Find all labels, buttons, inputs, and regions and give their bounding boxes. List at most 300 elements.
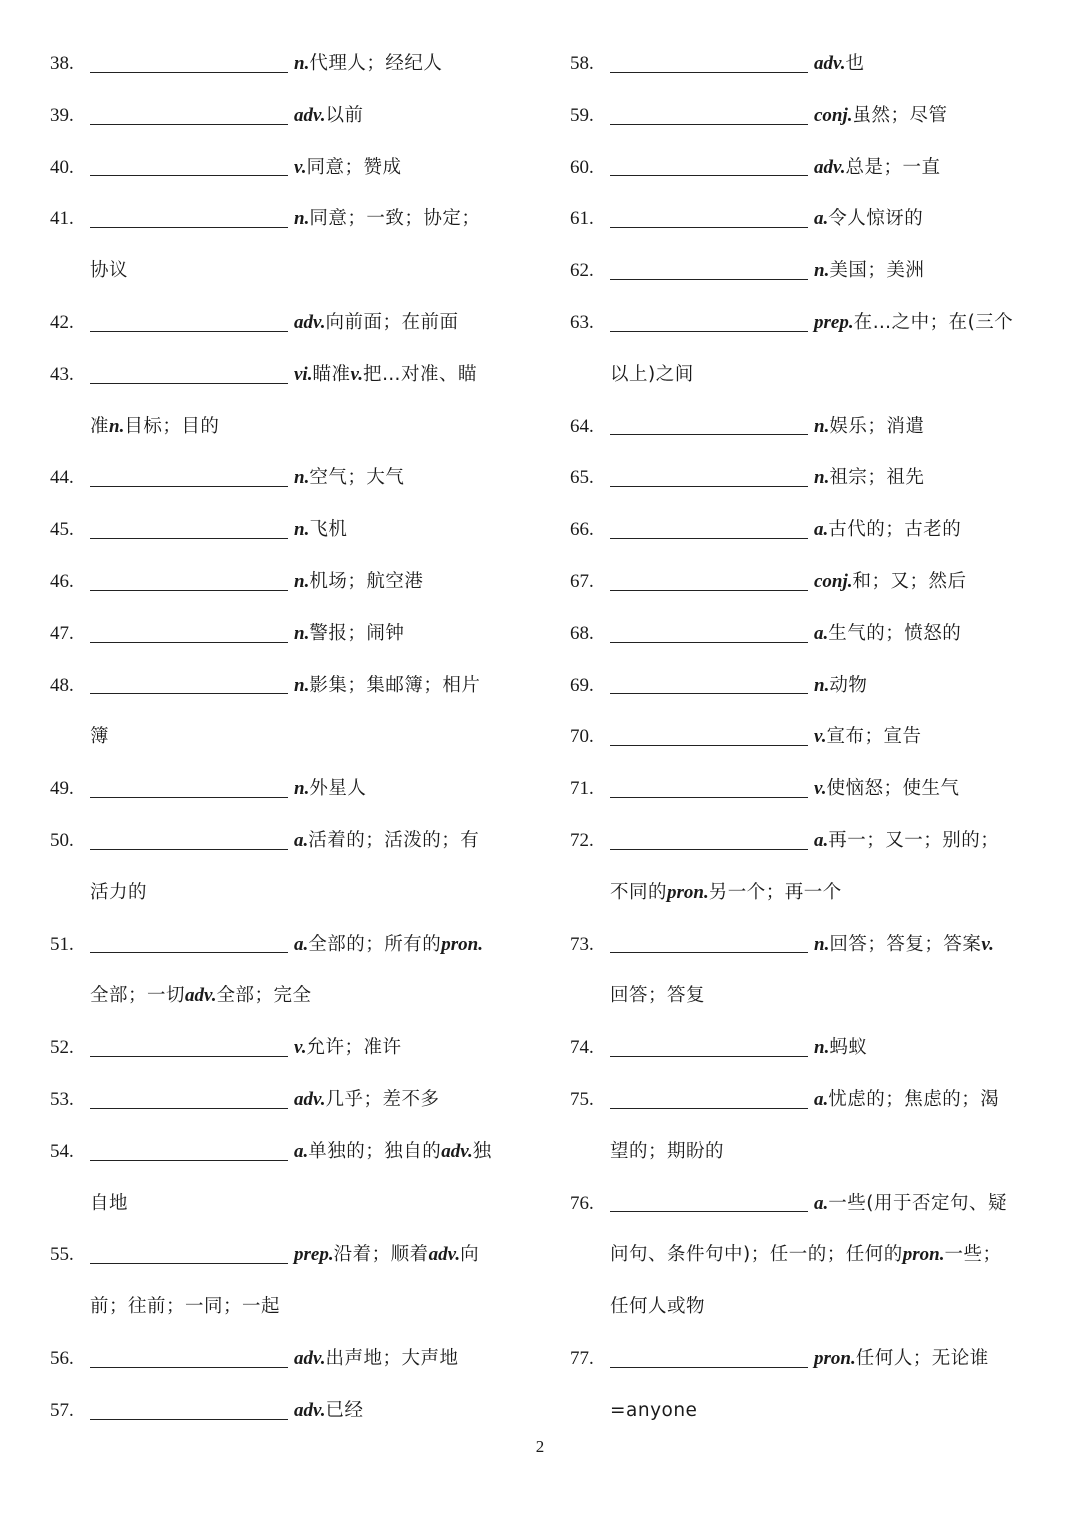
vocab-entry — [570, 90, 1040, 142]
answer-blank[interactable] — [610, 951, 808, 953]
definition — [814, 815, 999, 867]
answer-blank[interactable] — [90, 692, 288, 694]
vocab-entry — [50, 452, 520, 504]
meaning-text: 几乎；差不多 — [325, 1088, 440, 1110]
definition — [90, 867, 147, 919]
meaning-text: 以上)之间 — [610, 363, 694, 385]
definition — [814, 401, 924, 453]
entry-number: 58. — [570, 53, 594, 74]
entry-number: 67. — [570, 570, 594, 592]
meaning-text: 古代的；古老的 — [828, 519, 962, 541]
definition — [90, 970, 312, 1022]
answer-blank[interactable] — [90, 589, 288, 591]
entry-number: 62. — [570, 260, 594, 282]
entry-number: 74. — [570, 1037, 594, 1059]
part-of-speech: adv. — [428, 1244, 461, 1266]
entry-number: 52. — [50, 1037, 74, 1059]
entry-number: 47. — [50, 622, 74, 644]
answer-blank[interactable] — [90, 485, 288, 487]
vocab-entry — [50, 349, 520, 401]
definition — [294, 556, 423, 608]
definition — [814, 919, 994, 971]
definition — [610, 867, 842, 919]
meaning-text: 目标；目的 — [124, 415, 220, 437]
vocab-entry — [50, 608, 520, 660]
part-of-speech: n. — [814, 415, 830, 437]
vocab-entry — [570, 38, 1040, 90]
vocab-entry-continuation — [570, 1126, 1040, 1178]
definition — [294, 90, 364, 142]
part-of-speech: n. — [294, 674, 310, 696]
meaning-text: 代理人；经纪人 — [309, 53, 443, 74]
entry-number: 45. — [50, 519, 74, 541]
vocab-entry — [50, 763, 520, 815]
definition — [294, 142, 402, 194]
meaning-text: 机场；航空港 — [309, 570, 424, 592]
answer-blank[interactable] — [610, 330, 808, 332]
definition — [294, 193, 480, 245]
definition — [294, 297, 459, 349]
answer-blank[interactable] — [90, 226, 288, 228]
part-of-speech: adv. — [185, 985, 217, 1007]
answer-blank[interactable] — [90, 330, 288, 332]
answer-blank[interactable] — [90, 1159, 288, 1161]
answer-blank[interactable] — [610, 1055, 808, 1057]
meaning-text: 问句、条件句中)；任一的；任何的 — [610, 1244, 903, 1266]
definition — [814, 142, 941, 194]
meaning-text: 一些(用于否定句、疑 — [828, 1192, 1007, 1214]
definition — [610, 970, 705, 1022]
answer-blank[interactable] — [610, 589, 808, 591]
part-of-speech: pron. — [814, 1347, 856, 1369]
entry-number: 77. — [570, 1347, 594, 1369]
vocab-entry-continuation — [570, 1281, 1040, 1333]
answer-blank[interactable] — [610, 71, 808, 73]
meaning-text: 美国；美洲 — [829, 260, 925, 282]
vocab-entry — [570, 1178, 1040, 1230]
meaning-text: 单独的；独自的 — [308, 1140, 442, 1162]
meaning-text: 把…对准、瞄 — [362, 363, 477, 385]
part-of-speech: adv. — [294, 1399, 326, 1421]
right-column — [570, 38, 1040, 1437]
meaning-text: 瞄准 — [312, 363, 351, 385]
vocab-entry — [50, 1385, 520, 1437]
part-of-speech: adv. — [294, 104, 326, 126]
vocab-entry — [570, 815, 1040, 867]
meaning-text: 和；又；然后 — [852, 570, 967, 592]
vocab-entry — [570, 763, 1040, 815]
meaning-text: 生气的；愤怒的 — [828, 622, 962, 644]
meaning-text: 忧虑的；焦虑的；渴 — [828, 1088, 1000, 1110]
meaning-text: 同意；一致；协定； — [309, 208, 481, 230]
part-of-speech: pron. — [902, 1244, 945, 1266]
vocab-entry-continuation — [50, 401, 520, 453]
answer-blank[interactable] — [90, 1262, 288, 1264]
entry-number: 38. — [50, 53, 74, 74]
part-of-speech: n. — [294, 570, 310, 592]
meaning-text: 沿着；顺着 — [333, 1244, 429, 1266]
definition — [294, 1022, 402, 1074]
definition — [610, 349, 694, 401]
answer-blank[interactable] — [610, 848, 808, 850]
entry-number: 54. — [50, 1140, 74, 1162]
meaning-text: 警报；闹钟 — [309, 622, 405, 644]
part-of-speech: n. — [294, 519, 310, 541]
answer-blank[interactable] — [90, 796, 288, 798]
definition — [814, 1333, 989, 1385]
vocab-entry — [50, 1074, 520, 1126]
entry-number: 41. — [50, 208, 74, 230]
vocab-entry — [570, 711, 1040, 763]
meaning-text: 允许；准许 — [306, 1037, 402, 1059]
part-of-speech: n. — [814, 1037, 830, 1059]
definition — [294, 660, 480, 712]
answer-blank[interactable] — [610, 1366, 808, 1368]
vocab-entry — [570, 660, 1040, 712]
definition — [814, 504, 961, 556]
definition — [814, 556, 967, 608]
vocab-entry-continuation — [50, 245, 520, 297]
definition — [610, 1126, 724, 1178]
entry-number: 75. — [570, 1088, 594, 1110]
definition — [294, 1126, 492, 1178]
definition — [814, 193, 923, 245]
meaning-text: 虽然；尽管 — [852, 104, 948, 126]
meaning-text: 出声地；大声地 — [325, 1347, 459, 1369]
meaning-text: 一些； — [944, 1244, 1002, 1266]
part-of-speech: n. — [109, 415, 125, 437]
entry-number: 40. — [50, 156, 74, 178]
vocab-entry — [50, 38, 520, 90]
definition — [294, 38, 442, 90]
definition — [90, 245, 128, 297]
entry-number: 43. — [50, 363, 74, 385]
meaning-text: 任何人或物 — [610, 1296, 706, 1318]
vocab-entry-continuation — [570, 1229, 1040, 1281]
meaning-text: 在…之中；在(三个 — [853, 311, 1014, 333]
entry-number: 46. — [50, 570, 74, 592]
definition — [90, 711, 109, 763]
definition — [90, 401, 219, 453]
definition — [814, 452, 924, 504]
answer-blank[interactable] — [90, 174, 288, 176]
definition — [814, 660, 867, 712]
entry-number: 61. — [570, 208, 594, 230]
part-of-speech: v. — [294, 1037, 307, 1059]
part-of-speech: v. — [814, 726, 827, 748]
meaning-text: 以前 — [325, 104, 364, 126]
meaning-text: 回答；答复；答案 — [829, 933, 982, 955]
definition — [294, 1074, 440, 1126]
vocab-entry — [570, 297, 1040, 349]
part-of-speech: v. — [350, 363, 363, 385]
meaning-text: 全部的；所有的 — [308, 933, 442, 955]
definition — [294, 1385, 364, 1437]
part-of-speech: pron. — [667, 881, 709, 903]
definition — [814, 1074, 999, 1126]
answer-blank[interactable] — [90, 1418, 288, 1420]
entry-number: 59. — [570, 104, 594, 126]
entry-number: 55. — [50, 1244, 74, 1266]
vocab-entry — [570, 1333, 1040, 1385]
answer-blank[interactable] — [610, 537, 808, 539]
definition — [610, 1281, 705, 1333]
entry-number: 44. — [50, 467, 74, 489]
answer-blank[interactable] — [610, 1107, 808, 1109]
part-of-speech: adv. — [294, 1088, 326, 1110]
vocab-entry — [570, 452, 1040, 504]
definition — [814, 90, 948, 142]
vocab-entry — [50, 1229, 520, 1281]
meaning-text: 空气；大气 — [309, 467, 405, 489]
entry-number: 53. — [50, 1088, 74, 1110]
answer-blank[interactable] — [90, 123, 288, 125]
part-of-speech: prep. — [294, 1244, 334, 1266]
definition — [294, 1229, 479, 1281]
definition — [814, 297, 1013, 349]
part-of-speech: a. — [814, 1192, 829, 1214]
answer-blank[interactable] — [610, 1210, 808, 1212]
entry-number: 39. — [50, 104, 74, 126]
meaning-text: 令人惊讶的 — [828, 208, 924, 230]
part-of-speech: n. — [294, 778, 310, 800]
part-of-speech: pron. — [441, 933, 483, 955]
vocab-entry — [50, 556, 520, 608]
definition — [90, 1178, 128, 1230]
meaning-text: 全部；一切 — [90, 985, 186, 1007]
part-of-speech: adv. — [441, 1140, 473, 1162]
vocab-entry — [50, 1022, 520, 1074]
entry-number: 65. — [570, 467, 594, 489]
answer-blank[interactable] — [610, 226, 808, 228]
answer-blank[interactable] — [90, 951, 288, 953]
vocab-entry-continuation — [570, 867, 1040, 919]
entry-number: 66. — [570, 519, 594, 541]
meaning-text: 祖宗；祖先 — [829, 467, 925, 489]
vocab-entry-continuation — [50, 867, 520, 919]
definition — [610, 1229, 1001, 1281]
part-of-speech: n. — [814, 933, 830, 955]
answer-blank[interactable] — [90, 537, 288, 539]
entry-number: 72. — [570, 829, 594, 851]
entry-number: 50. — [50, 829, 74, 851]
meaning-text: 另一个；再一个 — [708, 881, 842, 903]
entry-number: 69. — [570, 674, 594, 696]
meaning-text: 自地 — [90, 1192, 129, 1214]
meaning-text: 簿 — [90, 726, 110, 748]
left-column — [50, 38, 520, 1437]
part-of-speech: conj. — [814, 570, 853, 592]
definition — [814, 711, 922, 763]
part-of-speech: a. — [294, 1140, 309, 1162]
entry-number: 64. — [570, 415, 594, 437]
entry-number: 70. — [570, 726, 594, 748]
definition — [294, 919, 483, 971]
answer-blank[interactable] — [90, 641, 288, 643]
definition — [814, 1022, 867, 1074]
part-of-speech: n. — [294, 467, 310, 489]
vocab-entry — [50, 1333, 520, 1385]
vocab-entry — [50, 90, 520, 142]
part-of-speech: adv. — [814, 156, 846, 178]
part-of-speech: a. — [294, 933, 309, 955]
answer-blank[interactable] — [610, 433, 808, 435]
part-of-speech: a. — [814, 829, 829, 851]
part-of-speech: n. — [294, 208, 310, 230]
meaning-text: 也 — [845, 53, 865, 74]
part-of-speech: vi. — [294, 363, 313, 385]
meaning-text: 不同的 — [610, 881, 668, 903]
vocab-entry — [570, 245, 1040, 297]
vocab-entry — [570, 504, 1040, 556]
definition — [814, 38, 865, 90]
part-of-speech: conj. — [814, 104, 853, 126]
entry-number: 63. — [570, 311, 594, 333]
meaning-text: 活力的 — [90, 881, 148, 903]
meaning-text: 动物 — [829, 674, 868, 696]
vocab-entry-continuation — [50, 1281, 520, 1333]
vocab-entry-continuation — [50, 970, 520, 1022]
part-of-speech: v. — [294, 156, 307, 178]
answer-blank[interactable] — [610, 796, 808, 798]
definition — [610, 1385, 697, 1437]
vocab-entry — [50, 142, 520, 194]
vocab-entry — [50, 504, 520, 556]
entry-number: 68. — [570, 622, 594, 644]
vocab-entry-continuation — [50, 711, 520, 763]
meaning-text: 宣布；宣告 — [826, 726, 922, 748]
vocab-entry-continuation — [570, 970, 1040, 1022]
meaning-text: 准 — [90, 415, 110, 437]
definition — [294, 763, 366, 815]
entry-number: 48. — [50, 674, 74, 696]
meaning-text: 已经 — [325, 1399, 364, 1421]
answer-blank[interactable] — [610, 485, 808, 487]
part-of-speech: n. — [814, 467, 830, 489]
definition — [294, 815, 479, 867]
definition — [814, 245, 924, 297]
definition — [814, 1178, 1007, 1230]
vocab-entry — [570, 556, 1040, 608]
meaning-text: 同意；赞成 — [306, 156, 402, 178]
meaning-text: 外星人 — [309, 778, 367, 800]
entry-number: 56. — [50, 1347, 74, 1369]
part-of-speech: v. — [981, 933, 994, 955]
meaning-text: 任何人；无论谁 — [855, 1347, 989, 1369]
vocab-entry — [570, 401, 1040, 453]
meaning-text: 全部；完全 — [216, 985, 312, 1007]
answer-blank[interactable] — [610, 174, 808, 176]
meaning-text: 活着的；活泼的；有 — [308, 829, 480, 851]
meaning-text: =anyone — [610, 1399, 698, 1421]
entry-number: 42. — [50, 311, 74, 333]
definition — [294, 349, 477, 401]
answer-blank[interactable] — [610, 744, 808, 746]
answer-blank[interactable] — [610, 278, 808, 280]
meaning-text: 前；往前；一同；一起 — [90, 1296, 281, 1318]
part-of-speech: a. — [294, 829, 309, 851]
page-number: 2 — [535, 1437, 545, 1456]
vocab-entry-continuation — [570, 1385, 1040, 1437]
definition — [814, 608, 961, 660]
meaning-text: 蚂蚁 — [829, 1037, 868, 1059]
part-of-speech: adv. — [814, 53, 846, 74]
definition — [294, 1333, 459, 1385]
vocab-entry-continuation — [50, 1178, 520, 1230]
vocab-entry — [570, 1074, 1040, 1126]
vocab-entry — [570, 608, 1040, 660]
part-of-speech: a. — [814, 1088, 829, 1110]
vocab-entry — [50, 193, 520, 245]
meaning-text: 影集；集邮簿；相片 — [309, 674, 481, 696]
part-of-speech: prep. — [814, 311, 854, 333]
part-of-speech: n. — [814, 260, 830, 282]
definition — [814, 763, 960, 815]
part-of-speech: n. — [294, 53, 310, 74]
answer-blank[interactable] — [90, 848, 288, 850]
vocab-entry — [570, 142, 1040, 194]
entry-number: 76. — [570, 1192, 594, 1214]
meaning-text: 总是；一直 — [845, 156, 941, 178]
answer-blank[interactable] — [90, 1107, 288, 1109]
definition — [90, 1281, 280, 1333]
part-of-speech: n. — [294, 622, 310, 644]
part-of-speech: v. — [814, 778, 827, 800]
definition — [294, 452, 404, 504]
vocab-entry — [50, 297, 520, 349]
meaning-text: 望的；期盼的 — [610, 1140, 725, 1162]
part-of-speech: a. — [814, 208, 829, 230]
meaning-text: 再一；又一；别的； — [828, 829, 1000, 851]
vocab-entry — [570, 1022, 1040, 1074]
vocab-entry-continuation — [570, 349, 1040, 401]
entry-number: 49. — [50, 778, 74, 800]
meaning-text: 向 — [460, 1244, 480, 1266]
vocab-entry — [570, 193, 1040, 245]
answer-blank[interactable] — [610, 123, 808, 125]
answer-blank[interactable] — [610, 692, 808, 694]
vocab-entry — [570, 919, 1040, 971]
answer-blank[interactable] — [90, 71, 288, 73]
part-of-speech: n. — [814, 674, 830, 696]
part-of-speech: a. — [814, 519, 829, 541]
vocab-entry — [50, 919, 520, 971]
part-of-speech: a. — [814, 622, 829, 644]
entry-number: 51. — [50, 933, 74, 955]
vocab-entry — [50, 815, 520, 867]
entry-number: 60. — [570, 156, 594, 178]
entry-number: 57. — [50, 1399, 74, 1421]
entry-number: 73. — [570, 933, 594, 955]
vocab-entry — [50, 1126, 520, 1178]
definition — [294, 504, 347, 556]
part-of-speech: adv. — [294, 311, 326, 333]
answer-blank[interactable] — [610, 641, 808, 643]
meaning-text: 协议 — [90, 260, 129, 282]
meaning-text: 使恼怒；使生气 — [826, 778, 960, 800]
definition — [294, 608, 404, 660]
meaning-text: 飞机 — [309, 519, 348, 541]
meaning-text: 回答；答复 — [610, 985, 706, 1007]
entry-number: 71. — [570, 778, 594, 800]
answer-blank[interactable] — [90, 382, 288, 384]
meaning-text: 娱乐；消遣 — [829, 415, 925, 437]
vocab-entry — [50, 660, 520, 712]
meaning-text: 向前面；在前面 — [325, 311, 459, 333]
meaning-text: 独 — [472, 1140, 492, 1162]
answer-blank[interactable] — [90, 1366, 288, 1368]
answer-blank[interactable] — [90, 1055, 288, 1057]
